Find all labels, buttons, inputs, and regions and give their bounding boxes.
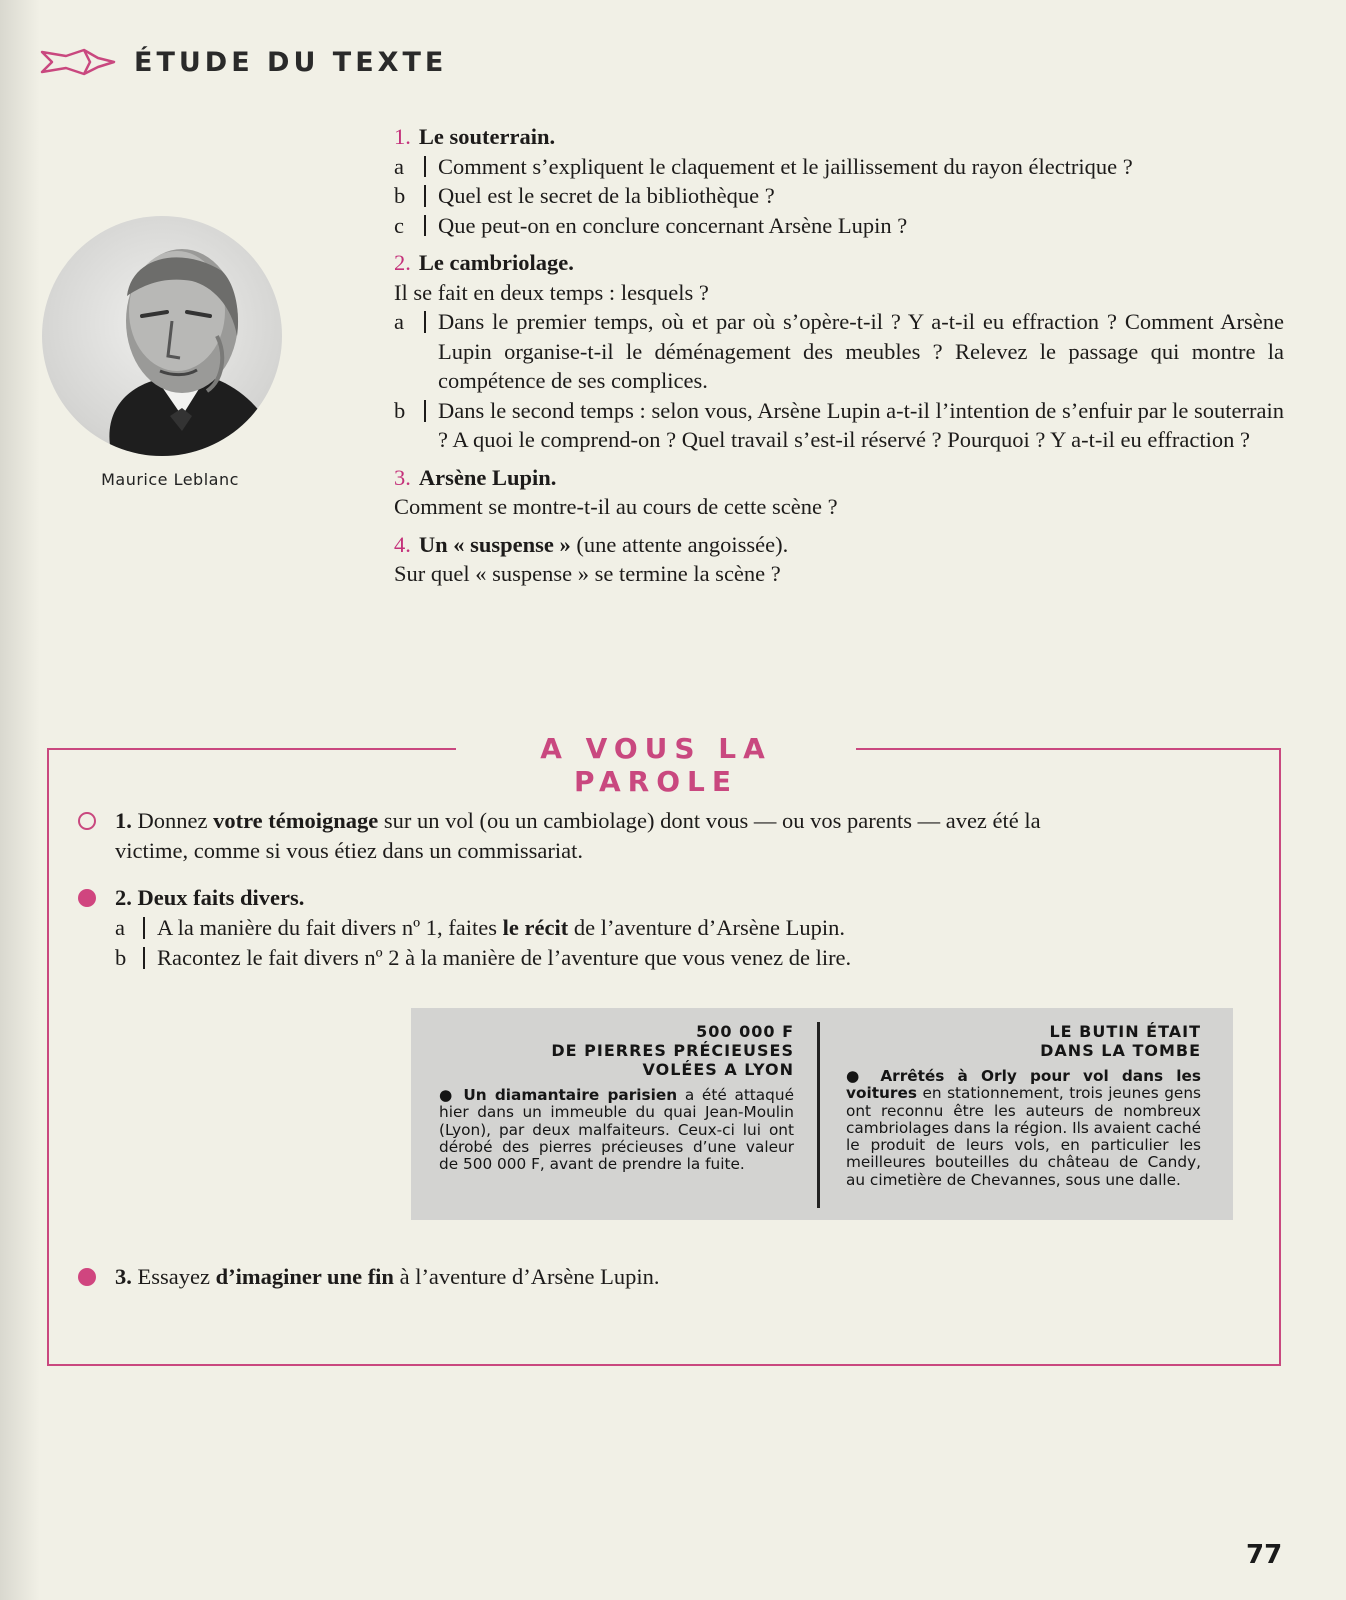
sub-text: Racontez le fait divers nº 2 à la manière de l’aventure que vous venez de lire. — [157, 945, 852, 970]
clipping-headline: 500 000 F DE PIERRES PRÉCIEUSES VOLÉES A LYON — [551, 1022, 794, 1079]
sub-question — [394, 181, 1284, 211]
sub-letter: a — [394, 309, 404, 334]
sub-letter: b — [115, 945, 127, 970]
sub-question — [115, 913, 1178, 943]
sub-question — [394, 307, 1284, 396]
question-number: 4. — [394, 531, 411, 557]
item-text: sur un vol (ou un cambiolage) dont vous — ou vos parents — avez été la victime, comme si vous étiez dans un commissariat. — [115, 808, 1041, 863]
sub-text: Que peut-on en conclure concernant Arsène Lupin ? — [438, 212, 908, 238]
question-intro: Sur quel « suspense » se termine la scène ? — [394, 561, 781, 586]
question-intro: Comment se montre-t-il au cours de cette scène ? — [394, 494, 838, 519]
fish-arrow-icon — [40, 45, 116, 79]
question-intro: Il se fait en deux temps : lesquels ? — [394, 279, 709, 305]
clipping-divider — [817, 1022, 820, 1208]
question-2 — [394, 248, 1284, 455]
parole-title: A VOUS LA PAROLE — [456, 732, 856, 798]
page-number: 77 — [1246, 1540, 1283, 1570]
portrait-photo — [42, 216, 282, 456]
sub-text: Quel est le secret de la bibliothèque ? — [438, 183, 775, 208]
sub-letter: c — [394, 212, 404, 238]
sub-letter: b — [394, 397, 406, 423]
sub-text: Comment s’expliquent le claquement et le jaillissement du rayon électrique ? — [438, 153, 1133, 179]
sub-text: Dans le premier temps, où et par où s’opère-t-il ? Y a-t-il eu effraction ? Comment Arsène Lupin organise-t-il le déménagement des meubles ? Relevez le passage qui montre la compétence de ses complices. — [438, 309, 1284, 393]
question-1 — [394, 122, 1284, 240]
news-clippings — [411, 1008, 1233, 1220]
portrait-caption: Maurice Leblanc — [101, 470, 239, 489]
question-title: Arsène Lupin. — [418, 464, 557, 490]
parole-item-3 — [78, 1262, 1078, 1292]
question-title: Le cambriolage. — [418, 250, 574, 275]
clipping-text: ● Arrêtés à Orly pour vol dans les voitures en stationnement, trois jeunes gens ont reconnu être les auteurs de nombreux cambriolages dans la région. Ils avaient caché le produit de leurs vols, en particulier les meilleures bouteilles du château de Candy, au cimetière de Chevannes, sous une dalle. — [846, 1067, 1201, 1189]
item-text: à l’aventure d’Arsène Lupin. — [393, 1264, 660, 1289]
sub-question — [394, 152, 1284, 182]
item-text: Donnez — [137, 808, 214, 833]
sub-question — [394, 211, 1284, 241]
question-title: Le souterrain. — [418, 124, 556, 149]
item-emphasis: votre témoignage — [213, 808, 379, 833]
question-title: Un « suspense » — [418, 531, 571, 557]
clipping-text: ● Un diamantaire parisien a été attaqué hier dans un immeuble du quai Jean-Moulin (Lyon), par deux malfaiteurs. Ceux-ci lui ont dérobé des pierres précieuses d’une valeur de 500 000 F, avant de prendre la fuite. — [439, 1086, 794, 1174]
clipping-headline: LE BUTIN ÉTAIT DANS LA TOMBE — [1040, 1022, 1201, 1060]
parole-item-2 — [78, 883, 1178, 973]
sub-question — [115, 943, 1178, 973]
parole-item-1 — [78, 806, 1078, 866]
clipping-1 — [439, 1022, 794, 1173]
question-number: 1. — [394, 124, 411, 149]
question-title-rest: (une attente angoissée). — [570, 531, 789, 557]
sub-question — [394, 396, 1284, 455]
sub-text: A la manière du fait divers nº 1, faites le récit de l’aventure d’Arsène Lupin. — [157, 915, 845, 940]
author-portrait — [42, 216, 282, 456]
question-number: 2. — [394, 250, 411, 275]
question-3 — [394, 463, 1284, 522]
section-title: ÉTUDE DU TEXTE — [134, 46, 448, 78]
filled-circle-icon — [78, 1268, 96, 1286]
clipping-2 — [846, 1022, 1201, 1189]
item-number: 3. — [115, 1264, 132, 1289]
section-header — [40, 42, 447, 82]
open-circle-icon — [78, 812, 96, 830]
question-4 — [394, 530, 1284, 589]
item-number: 2. — [115, 885, 132, 910]
study-questions — [394, 122, 1284, 597]
item-text: Essayez — [137, 1264, 216, 1289]
sub-letter: a — [115, 915, 125, 940]
filled-circle-icon — [78, 889, 96, 907]
item-number: 1. — [115, 808, 132, 833]
sub-letter: a — [394, 153, 404, 179]
sub-letter: b — [394, 183, 406, 208]
sub-text: Dans le second temps : selon vous, Arsène Lupin a-t-il l’intention de s’enfuir par le souterrain ? A quoi le comprend-on ? Quel travail s’est-il réservé ? Pourquoi ? Y a-t-il eu effraction ? — [438, 397, 1284, 452]
question-number: 3. — [394, 464, 411, 490]
page-binding-shadow — [0, 0, 40, 1600]
item-emphasis: d’imaginer une fin — [215, 1264, 394, 1289]
item-title: Deux faits divers. — [137, 885, 305, 910]
